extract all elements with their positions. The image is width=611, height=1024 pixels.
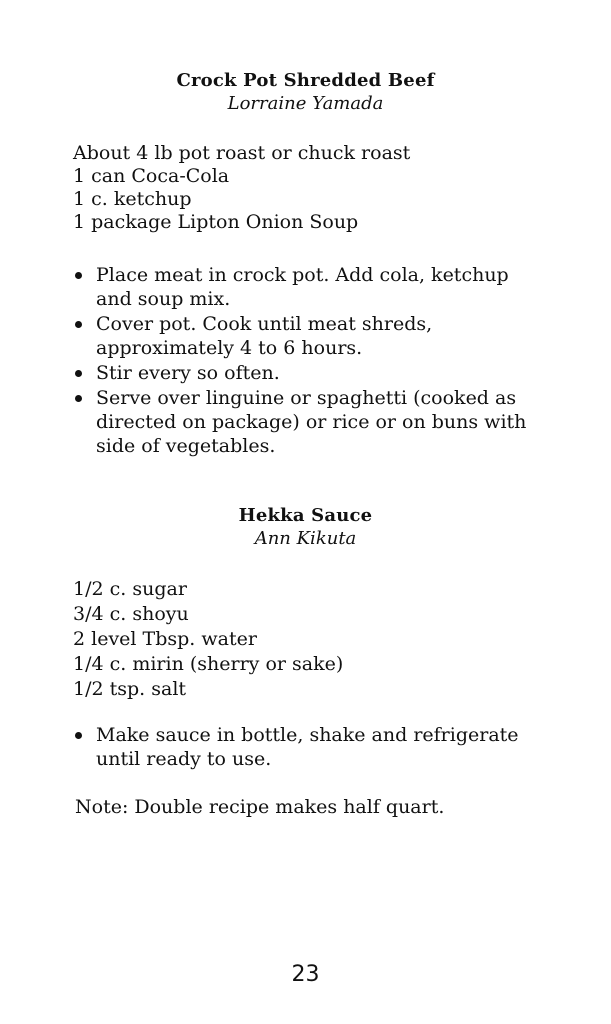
ingredient-item: 1/2 c. sugar	[73, 578, 187, 600]
bullet-icon	[75, 272, 82, 279]
bullet-icon	[75, 321, 82, 328]
ingredient-list	[73, 142, 410, 234]
instruction-text: Place meat in crock pot. Add cola, ketchup and soup mix.	[96, 264, 509, 310]
instruction-text: Stir every so often.	[96, 362, 280, 384]
ingredient-item: 1/4 c. mirin (sherry or sake)	[73, 653, 344, 675]
instruction-item	[73, 263, 543, 311]
instruction-item	[73, 723, 543, 771]
bullet-icon	[75, 395, 82, 402]
ingredient-list	[73, 577, 343, 702]
ingredient-item: 3/4 c. shoyu	[73, 603, 189, 625]
ingredient-item: 1 can Coca-Cola	[73, 165, 230, 187]
bullet-icon	[75, 370, 82, 377]
instruction-list	[73, 263, 543, 459]
instruction-item	[73, 312, 543, 360]
recipe-author: Ann Kikuta	[254, 528, 357, 549]
instruction-item	[73, 386, 543, 458]
recipe-title: Hekka Sauce	[238, 505, 373, 526]
ingredient-item: 1 package Lipton Onion Soup	[73, 211, 359, 233]
recipe-note: Note: Double recipe makes half quart.	[75, 796, 445, 818]
ingredient-item: 1/2 tsp. salt	[73, 678, 187, 700]
recipe-author: Lorraine Yamada	[227, 93, 384, 114]
recipe-title: Crock Pot Shredded Beef	[176, 70, 435, 91]
instruction-list	[73, 723, 543, 772]
ingredient-item: 2 level Tbsp. water	[73, 628, 257, 650]
instruction-text: Serve over linguine or spaghetti (cooked as directed on package) or rice or on buns with side of vegetables.	[96, 387, 527, 457]
ingredient-item: 1 c. ketchup	[73, 188, 192, 210]
instruction-item	[73, 361, 543, 385]
ingredient-item: About 4 lb pot roast or chuck roast	[73, 142, 411, 164]
bullet-icon	[75, 732, 82, 739]
instruction-text: Make sauce in bottle, shake and refrigerate until ready to use.	[96, 724, 519, 770]
instruction-text: Cover pot. Cook until meat shreds, approximately 4 to 6 hours.	[96, 313, 433, 359]
page-number: 23	[291, 962, 320, 987]
